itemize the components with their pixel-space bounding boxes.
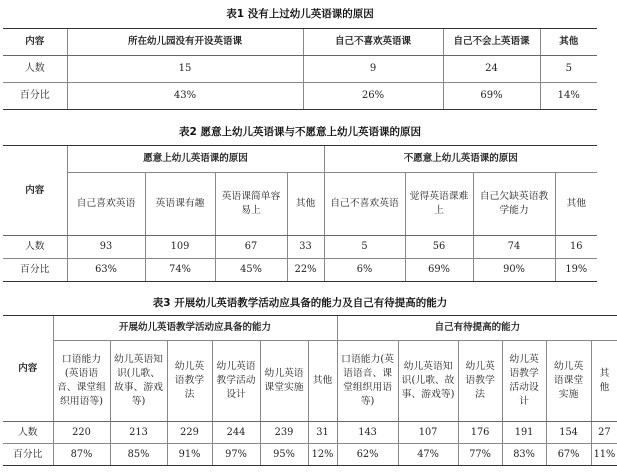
- table1-header-row: [3, 29, 597, 56]
- table1-cell: 人数: [3, 56, 67, 83]
- table-row: [3, 83, 597, 110]
- table3-group-required: 开展幼儿英语教学活动应具备的能力: [53, 316, 337, 341]
- table-row: [3, 56, 597, 83]
- table2-cell: 16: [555, 236, 597, 259]
- table1-cell: 69%: [443, 83, 540, 110]
- table2-cell: 69%: [405, 259, 473, 282]
- table3-cell: 95%: [260, 444, 308, 466]
- table3-subheader: 幼儿英语知识(儿歌、故事、游戏等): [398, 341, 458, 422]
- table2-cell: 63%: [67, 259, 145, 282]
- table1-cell: 14%: [540, 83, 597, 110]
- table1-cell: 24: [443, 56, 540, 83]
- table3-cell: 239: [260, 422, 308, 444]
- table2-subheader: 自己欠缺英语教学能力: [473, 173, 555, 236]
- table-row: [3, 259, 597, 282]
- table3-cell: 11%: [591, 444, 617, 466]
- table3-cell: 47%: [398, 444, 458, 466]
- table3-cell: 27: [591, 422, 617, 444]
- table2-subheader: 自己不喜欢英语: [324, 173, 405, 236]
- table2-subheader: 自己喜欢英语: [67, 173, 145, 236]
- table1-header-cell: 所在幼儿园没有开设英语课: [67, 29, 303, 56]
- table1-cell: 26%: [303, 83, 443, 110]
- table1-header-cell: 其他: [540, 29, 597, 56]
- table3-cell: 83%: [502, 444, 546, 466]
- table2-group-header-row: [3, 146, 597, 173]
- table3-cell: 31: [308, 422, 337, 444]
- table3-group-header-row: [3, 316, 617, 341]
- table2-cell: 90%: [473, 259, 555, 282]
- table2-subheader: 觉得英语课难上: [405, 173, 473, 236]
- table2-cell: 93: [67, 236, 145, 259]
- table3-cell: 62%: [337, 444, 398, 466]
- table1-header-cell: 内容: [3, 29, 67, 56]
- table1: [3, 28, 597, 110]
- table2-subheader-row: [3, 173, 597, 236]
- table2-cell: 56: [405, 236, 473, 259]
- table2-cell: 百分比: [3, 259, 67, 282]
- table2-subheader: 其他: [555, 173, 597, 236]
- table3-cell: 87%: [53, 444, 110, 466]
- table2-group-willing: 愿意上幼儿英语课的原因: [67, 146, 324, 173]
- table2-cell: 67: [215, 236, 287, 259]
- table2-cell: 74: [473, 236, 555, 259]
- table3-subheader: 幼儿英语教学活动设计: [212, 341, 260, 422]
- table3-subheader: 口语能力(英语语音、课堂组织用语等): [53, 341, 110, 422]
- table-row: [3, 422, 617, 444]
- table2-subheader: 英语课有趣: [145, 173, 215, 236]
- table3-cell: 百分比: [3, 444, 53, 466]
- table3-cell: 人数: [3, 422, 53, 444]
- table3-group-improve: 自己有待提高的能力: [337, 316, 617, 341]
- table3-subheader: 幼儿英语教学活动设计: [502, 341, 546, 422]
- table1-cell: 43%: [67, 83, 303, 110]
- table3-cell: 107: [398, 422, 458, 444]
- table1-caption: 表1 没有上过幼儿英语课的原因: [226, 8, 374, 20]
- table3-subheader: 幼儿英语教学法: [167, 341, 212, 422]
- table3-cell: 154: [546, 422, 591, 444]
- table2-cell: 45%: [215, 259, 287, 282]
- table3-cell: 244: [212, 422, 260, 444]
- table3-cell: 176: [458, 422, 502, 444]
- table3-cell: 229: [167, 422, 212, 444]
- table2-subheader: 英语课简单容易上: [215, 173, 287, 236]
- table1-cell: 15: [67, 56, 303, 83]
- table2-row-header: 内容: [3, 146, 67, 236]
- table1-cell: 5: [540, 56, 597, 83]
- table3-cell: 143: [337, 422, 398, 444]
- table3-cell: 91%: [167, 444, 212, 466]
- table1-cell: 9: [303, 56, 443, 83]
- table3-cell: 191: [502, 422, 546, 444]
- table3-subheader: 幼儿英语课堂实施: [260, 341, 308, 422]
- table3-cell: 67%: [546, 444, 591, 466]
- table2-cell: 5: [324, 236, 405, 259]
- table3-row-header: 内容: [3, 316, 53, 422]
- table2-cell: 109: [145, 236, 215, 259]
- table3-cell: 85%: [110, 444, 167, 466]
- table3-subheader: 其他: [308, 341, 337, 422]
- table3-caption: 表3 开展幼儿英语教学活动应具备的能力及自己有待提高的能力: [152, 297, 448, 309]
- table1-header-cell: 自己不喜欢英语课: [303, 29, 443, 56]
- table3-cell: 220: [53, 422, 110, 444]
- table2-cell: 22%: [287, 259, 324, 282]
- table2-cell: 6%: [324, 259, 405, 282]
- table3-subheader: 其他: [591, 341, 617, 422]
- table3-subheader: 幼儿英语知识(儿歌、故事、游戏等): [110, 341, 167, 422]
- table-row: [3, 236, 597, 259]
- table3-cell: 12%: [308, 444, 337, 466]
- table3-subheader: 幼儿英语课堂实施: [546, 341, 591, 422]
- table2: [3, 145, 597, 282]
- table1-header-cell: 自己不会上英语课: [443, 29, 540, 56]
- table1-cell: 百分比: [3, 83, 67, 110]
- table3-cell: 97%: [212, 444, 260, 466]
- table3-subheader: 口语能力(英语语音、课堂组织用语等): [337, 341, 398, 422]
- table2-cell: 人数: [3, 236, 67, 259]
- table3-cell: 77%: [458, 444, 502, 466]
- table2-group-unwilling: 不愿意上幼儿英语课的原因: [324, 146, 597, 173]
- table2-cell: 33: [287, 236, 324, 259]
- table3-subheader: 幼儿英语教学法: [458, 341, 502, 422]
- table2-cell: 74%: [145, 259, 215, 282]
- table-row: [3, 444, 617, 466]
- table3: [3, 315, 617, 466]
- table3-cell: 213: [110, 422, 167, 444]
- table2-caption: 表2 愿意上幼儿英语课与不愿意上幼儿英语课的原因: [179, 126, 421, 138]
- table2-subheader: 其他: [287, 173, 324, 236]
- table2-cell: 19%: [555, 259, 597, 282]
- table3-subheader-row: [3, 341, 617, 422]
